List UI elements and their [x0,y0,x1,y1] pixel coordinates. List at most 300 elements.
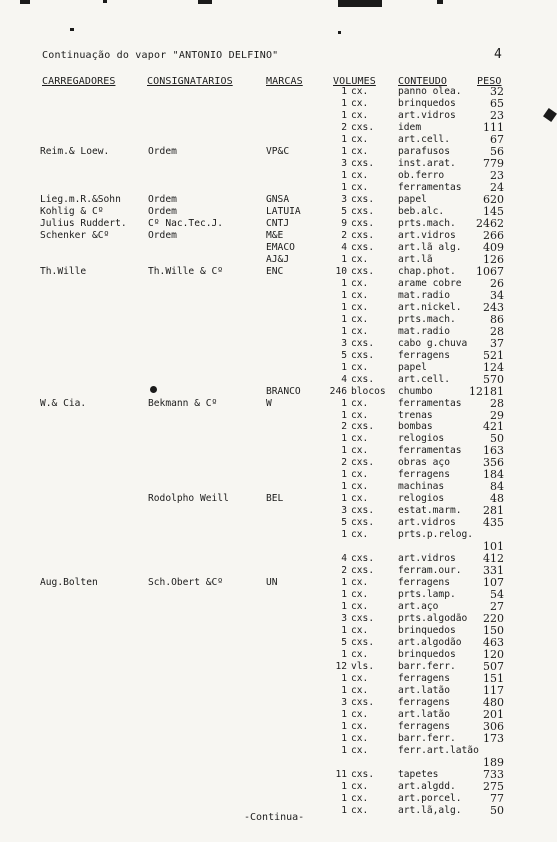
unit-cell: cx. [351,277,369,289]
manifest-row [0,182,557,194]
peso-cell: 275 [483,779,504,793]
quantity-cell: 1 [341,601,347,613]
unit-cell: cxs. [351,121,375,133]
conteudo-cell: papel [398,361,427,373]
consignatario-cell: Rodolpho Weill [148,493,229,505]
manifest-row [0,98,557,110]
manifest-row [0,110,557,122]
unit-cell: cx. [351,589,369,601]
peso-cell: 117 [483,684,504,697]
conteudo-cell: art.lã,alg. [398,804,462,816]
conteudo-cell: barr.ferr. [398,732,456,744]
manifest-row [0,362,557,374]
conteudo-cell: ferragens [398,349,450,361]
peso-cell: 28 [490,396,504,410]
conteudo-cell: prts.p.relog. [398,529,474,541]
peso-cell: 23 [490,168,504,182]
conteudo-cell: cabo g.chuva [398,337,468,349]
carregador-cell: Lieg.m.R.&Sohn [40,193,121,205]
peso-cell: 435 [483,516,504,530]
conteudo-cell: brinquedos [398,625,456,637]
peso-cell: 189 [483,755,504,769]
quantity-cell: 1 [341,133,347,145]
quantity-cell: 1 [341,98,347,109]
peso-cell: 101 [483,540,504,554]
manifest-row [0,565,557,577]
header-marcas: MARCAS [266,76,303,87]
manifest-row [0,697,557,709]
peso-cell: 463 [483,636,504,650]
peso-cell: 412 [483,552,504,566]
manifest-row [0,709,557,721]
unit-cell: cx. [351,685,369,696]
consignatario-cell: Ordem [148,205,177,217]
peso-cell: 733 [483,767,504,781]
manifest-row [0,793,557,805]
conteudo-cell: relogios [398,493,445,505]
unit-cell: cx. [351,325,369,337]
unit-cell: cx. [351,433,369,445]
quantity-cell: 3 [341,505,347,517]
manifest-row [0,158,557,170]
manifest-row [0,529,557,541]
manifest-row [0,242,557,254]
scan-mark [338,31,341,34]
quantity-cell: 3 [341,697,347,708]
header-consignatarios: CONSIGNATARIOS [147,76,233,87]
manifest-row [0,266,557,278]
quantity-cell: 1 [341,469,347,481]
manifest-row [0,769,557,781]
peso-cell: 32 [490,85,504,98]
unit-cell: cx. [351,780,369,792]
unit-cell: cx. [351,181,369,193]
quantity-cell: 4 [341,241,347,253]
scan-mark [338,0,382,7]
conteudo-cell: panno olea. [398,86,462,97]
conteudo-cell: ferragens [398,673,450,684]
unit-cell: cx. [351,601,369,613]
unit-cell: cx. [351,720,369,732]
carregador-cell: W.& Cia. [40,397,87,409]
manifest-row [0,146,557,158]
unit-cell: cx. [351,529,369,541]
conteudo-cell: chumbo [398,385,433,397]
unit-cell: cxs. [351,193,375,205]
manifest-row [0,757,557,769]
peso-cell: 409 [483,240,504,254]
conteudo-cell: art.porcel. [398,792,462,804]
manifest-row [0,445,557,457]
quantity-cell: 1 [341,277,347,289]
unit-cell: cxs. [351,349,375,361]
quantity-cell: 1 [341,577,347,589]
quantity-cell: 1 [341,433,347,445]
manifest-row [0,517,557,529]
unit-cell: cxs. [351,337,375,349]
quantity-cell: 4 [341,553,347,565]
unit-cell: cxs. [351,217,375,229]
quantity-cell: 1 [341,361,347,373]
peso-cell: 150 [483,624,504,638]
peso-cell: 27 [490,600,504,614]
conteudo-cell: obras aço [398,457,450,469]
quantity-cell: 1 [341,313,347,325]
unit-cell: cx. [351,673,369,684]
carregador-cell: Aug.Bolten [40,577,98,589]
unit-cell: cx. [351,409,369,421]
unit-cell: cx. [351,397,369,409]
peso-cell: 107 [483,576,504,590]
continuation-note: -Continua- [244,812,305,823]
quantity-cell: 1 [341,289,347,301]
manifest-row [0,254,557,266]
unit-cell: cx. [351,253,369,265]
quantity-cell: 1 [341,110,347,121]
conteudo-cell: prts.algodão [398,613,468,625]
manifest-row [0,781,557,793]
manifest-row [0,326,557,338]
peso-cell: 243 [483,300,504,314]
manifest-row [0,661,557,673]
manifest-row [0,374,557,386]
manifest-row [0,637,557,649]
peso-cell: 521 [483,348,504,362]
conteudo-cell: inst.arat. [398,157,456,169]
quantity-cell: 3 [341,337,347,349]
conteudo-cell: ferramentas [398,181,462,193]
quantity-cell: 9 [341,217,347,229]
quantity-cell: 11 [335,768,347,780]
scan-mark [70,28,74,31]
peso-cell: 281 [483,504,504,518]
unit-cell: cx. [351,301,369,313]
quantity-cell: 1 [341,709,347,720]
quantity-cell: 2 [341,457,347,469]
peso-cell: 184 [483,468,504,482]
conteudo-cell: trenas [398,409,433,421]
quantity-cell: 1 [341,325,347,337]
conteudo-cell: ferragens [398,469,450,481]
unit-cell: cxs. [351,517,375,529]
peso-cell: 421 [483,420,504,434]
quantity-cell: 5 [341,517,347,529]
carregador-cell: Reim.& Loew. [40,145,110,157]
peso-cell: 173 [483,731,504,745]
quantity-cell: 5 [341,205,347,217]
unit-cell: cx. [351,86,369,97]
conteudo-cell: parafusos [398,145,450,157]
header-carregadores: CARREGADORES [42,76,116,87]
unit-cell: cxs. [351,205,375,217]
manifest-row [0,278,557,290]
conteudo-cell: bombas [398,421,433,433]
quantity-cell: 3 [341,613,347,625]
quantity-cell: 1 [341,720,347,732]
unit-cell: cx. [351,445,369,457]
quantity-cell: 1 [341,649,347,661]
peso-cell: 126 [483,252,504,266]
quantity-cell: 1 [341,732,347,744]
conteudo-cell: ferram.our. [398,565,462,577]
manifest-row [0,386,557,398]
manifest-row [0,230,557,242]
conteudo-cell: ferr.art.latão [398,744,479,756]
peso-cell: 2462 [476,216,504,230]
conteudo-cell: art.vidros [398,553,456,565]
quantity-cell: 2 [341,421,347,433]
peso-cell: 145 [483,204,504,218]
quantity-cell: 1 [341,145,347,157]
manifest-row [0,601,557,613]
peso-cell: 56 [490,144,504,158]
conteudo-cell: barr.ferr. [398,661,456,672]
quantity-cell: 1 [341,780,347,792]
conteudo-cell: art.cell. [398,133,450,145]
unit-cell: cx. [351,481,369,493]
unit-cell: cx. [351,133,369,145]
conteudo-cell: prts.mach. [398,313,456,325]
quantity-cell: 1 [341,397,347,409]
consignatario-cell: Ordem [148,193,177,205]
quantity-cell: 1 [341,625,347,637]
peso-cell: 163 [483,444,504,458]
quantity-cell: 5 [341,349,347,361]
manifest-row [0,577,557,589]
quantity-cell: 2 [341,229,347,241]
marca-cell: BEL [266,493,284,505]
unit-cell: cx. [351,493,369,505]
manifest-row [0,421,557,433]
header-conteudo: CONTEUDO [398,76,447,87]
peso-cell: 37 [490,336,504,350]
conteudo-cell: art.aço [398,601,439,613]
unit-cell: cx. [351,361,369,373]
manifest-row [0,206,557,218]
quantity-cell: 1 [341,301,347,313]
conteudo-cell: ob.ferro [398,169,445,181]
unit-cell: cx. [351,625,369,637]
peso-cell: 266 [483,228,504,242]
marca-cell: LATUIA [266,205,301,217]
quantity-cell: 246 [329,385,347,397]
quantity-cell: 1 [341,493,347,505]
unit-cell: vls. [351,661,375,672]
unit-cell: cxs. [351,241,375,253]
peso-cell: 507 [483,660,504,673]
quantity-cell: 1 [341,589,347,601]
manifest-row [0,505,557,517]
manifest-row [0,218,557,230]
manifest-row [0,673,557,685]
quantity-cell: 2 [341,565,347,577]
manifest-row [0,170,557,182]
unit-cell: cxs. [351,229,375,241]
carregador-cell: Kohlig & Cº [40,205,104,217]
document-title: Continuação do vapor "ANTONIO DELFINO" [42,50,279,61]
header-volumes: VOLUMES [333,76,376,87]
manifest-row [0,649,557,661]
consignatario-cell: Ordem [148,145,177,157]
scan-mark [198,0,212,4]
quantity-cell: 1 [341,169,347,181]
unit-cell: cx. [351,289,369,301]
conteudo-cell: relogios [398,433,445,445]
conteudo-cell: ferragens [398,697,450,708]
manifest-row [0,457,557,469]
unit-cell: cx. [351,804,369,816]
peso-cell: 54 [490,588,504,602]
manifest-row [0,302,557,314]
peso-cell: 201 [483,708,504,721]
unit-cell: cx. [351,792,369,804]
carregador-cell: Schenker &Cº [40,229,110,241]
conteudo-cell: tapetes [398,768,439,780]
manifest-row [0,721,557,733]
manifest-row [0,745,557,757]
quantity-cell: 1 [341,409,347,421]
unit-cell: cx. [351,744,369,756]
peso-cell: 12181 [469,384,504,398]
quantity-cell: 1 [341,86,347,97]
unit-cell: cx. [351,313,369,325]
unit-cell: cx. [351,649,369,661]
quantity-cell: 12 [335,661,347,672]
consignatario-cell: Ordem [148,229,177,241]
consignatario-cell: Cº Nac.Tec.J. [148,217,224,229]
carregador-cell: Julius Ruddert. [40,217,127,229]
conteudo-cell: idem [398,121,422,133]
quantity-cell: 1 [341,792,347,804]
page-number: 4 [494,47,502,62]
conteudo-cell: brinquedos [398,98,456,109]
conteudo-cell: art.latão [398,709,450,720]
peso-cell: 77 [490,791,504,805]
peso-cell: 620 [483,192,504,206]
unit-cell: cx. [351,98,369,109]
unit-cell: cx. [351,577,369,589]
peso-cell: 111 [483,120,504,134]
marca-cell: UN [266,577,278,589]
conteudo-cell: art.latão [398,685,450,696]
peso-cell: 331 [483,564,504,578]
consignatario-cell: Bekmann & Cº [148,397,218,409]
unit-cell: cx. [351,110,369,121]
quantity-cell: 1 [341,804,347,816]
peso-cell: 34 [490,288,504,302]
quantity-cell: 10 [335,265,347,277]
quantity-cell: 1 [341,673,347,684]
conteudo-cell: estat.marm. [398,505,462,517]
manifest-row [0,350,557,362]
manifest-row [0,469,557,481]
peso-cell: 779 [483,156,504,170]
peso-cell: 124 [483,360,504,374]
scan-mark [20,0,30,4]
quantity-cell: 5 [341,637,347,649]
quantity-cell: 1 [341,445,347,457]
peso-cell: 220 [483,612,504,626]
unit-cell: cxs. [351,373,375,385]
conteudo-cell: art.vidros [398,229,456,241]
marca-cell: CNTJ [266,217,290,229]
manifest-row [0,613,557,625]
unit-cell: cxs. [351,565,375,577]
manifest-row [0,685,557,697]
manifest-row [0,314,557,326]
conteudo-cell: mat.radio [398,289,450,301]
marca-cell: ENC [266,265,284,277]
manifest-row [0,433,557,445]
unit-cell: cxs. [351,637,375,649]
peso-cell: 120 [483,648,504,662]
unit-cell: cx. [351,469,369,481]
quantity-cell: 1 [341,481,347,493]
conteudo-cell: ferragens [398,577,450,589]
conteudo-cell: ferragens [398,720,450,732]
quantity-cell: 2 [341,121,347,133]
peso-cell: 84 [490,480,504,494]
peso-cell: 1067 [476,264,504,278]
conteudo-cell: brinquedos [398,649,456,661]
unit-cell: cxs. [351,553,375,565]
peso-cell: 86 [490,312,504,326]
unit-cell: cx. [351,169,369,181]
peso-cell: 24 [490,180,504,194]
quantity-cell: 1 [341,685,347,696]
manifest-row [0,733,557,745]
peso-cell: 29 [490,408,504,422]
manifest-row [0,134,557,146]
peso-cell: 26 [490,276,504,290]
marca-cell: VP&C [266,145,290,157]
unit-cell: cx. [351,709,369,720]
quantity-cell: 3 [341,193,347,205]
conteudo-cell: art.algdd. [398,780,456,792]
peso-cell: 23 [490,109,504,122]
conteudo-cell: beb.alc. [398,205,445,217]
peso-cell: 50 [490,803,504,817]
unit-cell: cxs. [351,157,375,169]
marca-cell: M&E [266,229,284,241]
peso-cell: 570 [483,372,504,386]
quantity-cell: 3 [341,157,347,169]
peso-cell: 151 [483,672,504,685]
unit-cell: cxs. [351,457,375,469]
manifest-row [0,86,557,98]
unit-cell: cxs. [351,613,375,625]
unit-cell: cxs. [351,421,375,433]
unit-cell: cx. [351,145,369,157]
manifest-row [0,553,557,565]
unit-cell: cxs. [351,768,375,780]
marca-cell: GNSA [266,193,290,205]
manifest-row [0,290,557,302]
peso-cell: 48 [490,492,504,506]
marca-cell: W [266,397,272,409]
conteudo-cell: art.vidros [398,517,456,529]
manifest-row [0,338,557,350]
peso-cell: 67 [490,132,504,146]
marca-cell: EMACO [266,241,295,253]
conteudo-cell: arame cobre [398,277,462,289]
conteudo-cell: machinas [398,481,445,493]
manifest-row [0,541,557,553]
conteudo-cell: art.lã [398,253,433,265]
peso-cell: 356 [483,456,504,470]
conteudo-cell: art.vidros [398,110,456,121]
quantity-cell: 1 [341,253,347,265]
